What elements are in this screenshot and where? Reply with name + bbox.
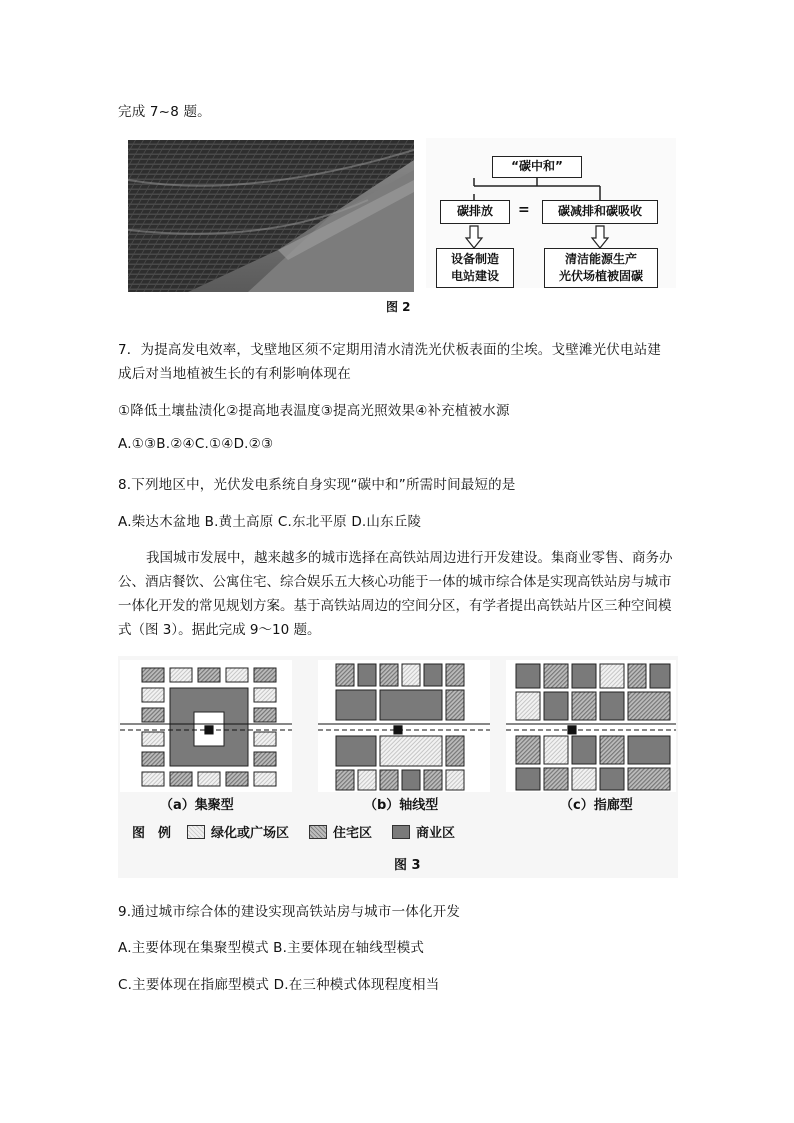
panel-a-cluster — [120, 660, 292, 792]
clean-energy-box — [544, 248, 658, 288]
legend-residential-swatch — [309, 825, 327, 839]
q7-stem-line-1: 7．为提高发电效率，戈壁地区须不定期用清水清洗光伏板表面的尘埃。戈壁滩光伏电站建 — [118, 342, 662, 358]
panel-a-label: （a）集聚型 — [160, 798, 234, 813]
solar-farm-photo — [128, 140, 414, 292]
carbon-emission-box: 碳排放 — [440, 200, 510, 224]
figure-3 — [118, 656, 678, 878]
svg-text:■: ■ — [203, 722, 215, 736]
legend-residential-label: 住宅区 — [333, 826, 373, 841]
q9-options-line-1: A.主要体现在集聚型模式 B.主要体现在轴线型模式 — [118, 940, 425, 956]
q7-stem-line-2: 成后对当地植被生长的有利影响体现在 — [118, 366, 351, 382]
q9-stem: 9.通过城市综合体的建设实现高铁站房与城市一体化开发 — [118, 904, 461, 920]
panel-b-label: （b）轴线型 — [364, 798, 439, 813]
legend-commercial-label: 商业区 — [416, 826, 456, 841]
clean-energy-line-2: 光伏场植被固碳 — [558, 269, 643, 283]
figure-2 — [128, 138, 676, 316]
q8-stem: 8.下列地区中，光伏发电系统自身实现“碳中和”所需时间最短的是 — [118, 477, 516, 493]
legend-title: 图 例 — [132, 826, 172, 841]
equipment-line-2: 电站建设 — [450, 269, 499, 283]
q8-options: A.柴达木盆地 B.黄土高原 C.东北平原 D.山东丘陵 — [118, 514, 422, 530]
legend-commercial-swatch — [392, 825, 410, 839]
equipment-line-1: 设备制造 — [450, 252, 499, 266]
equipment-box — [436, 248, 514, 288]
figure-3-caption: 图 3 — [394, 858, 421, 873]
equals-sign: = — [518, 202, 530, 218]
q9-options-line-2: C.主要体现在指廊型模式 D.在三种模式体现程度相当 — [118, 977, 440, 993]
intro-line: 完成 7~8 题。 — [118, 104, 211, 120]
figure-2-caption: 图 2 — [386, 300, 411, 314]
panel-b-axis — [318, 660, 490, 792]
carbon-neutral-flowchart — [426, 138, 676, 288]
q7-choices: ①降低土壤盐渍化②提高地表温度③提高光照效果④补充植被水源 — [118, 403, 510, 419]
q7-options: A.①③B.②④C.①④D.②③ — [118, 436, 274, 452]
panel-c-finger — [506, 660, 676, 792]
svg-text:■: ■ — [566, 722, 578, 736]
panel-c-label: （c）指廊型 — [560, 798, 633, 813]
carbon-reduction-box: 碳减排和碳吸收 — [542, 200, 658, 224]
passage-9-10: 我国城市发展中，越来越多的城市选择在高铁站周边进行开发建设。集商业零售、商务办公、酒店餐饮、公寓住宅、综合娱乐五大核心功能于一体的城市综合体是实现高铁站房与城市一体化开发的常见规划方案。基于高铁站周边的空间分区，有学者提出高铁站片区三种空间模式（图 3）。据此完成 9～10 题。 — [118, 550, 673, 638]
figure-3-legend — [132, 822, 455, 841]
legend-green-label: 绿化或广场区 — [211, 826, 290, 841]
legend-green-swatch — [187, 825, 205, 839]
svg-text:■: ■ — [392, 722, 404, 736]
carbon-neutral-box: “碳中和” — [492, 156, 582, 178]
clean-energy-line-1: 清洁能源生产 — [564, 252, 637, 266]
